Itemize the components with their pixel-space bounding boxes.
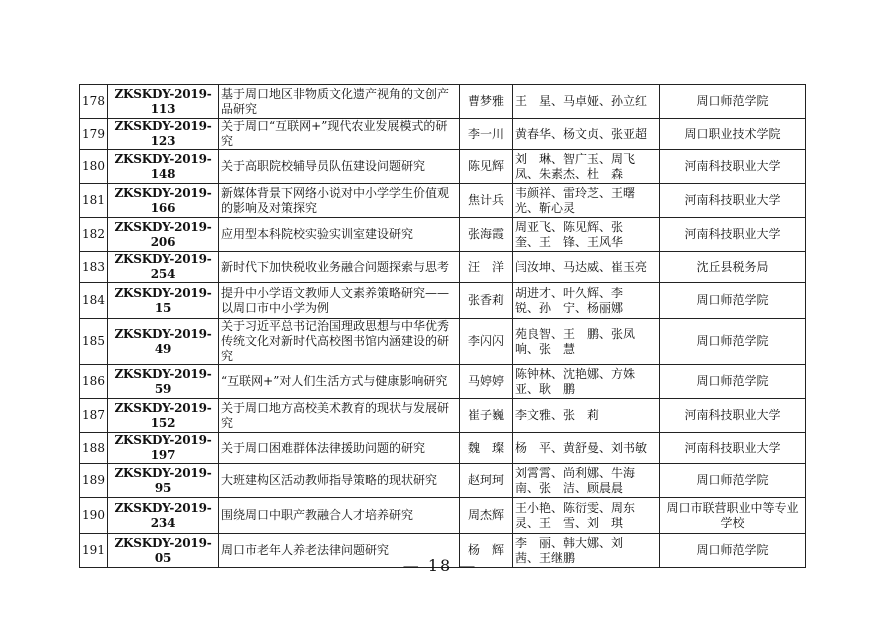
- project-code: ZKSKDY-2019-148: [108, 150, 219, 184]
- project-title: 新媒体背景下网络小说对中小学学生价值观的影响及对策探究: [219, 184, 460, 218]
- project-members: 李 丽、韩大娜、刘 茜、王继鹏: [513, 534, 660, 568]
- project-organization: 周口师范学院: [660, 283, 806, 319]
- project-leader: 崔子巍: [460, 399, 513, 433]
- project-code: ZKSKDY-2019-123: [108, 119, 219, 150]
- table-row: [80, 119, 806, 150]
- project-title: 关于周口困难群体法律援助问题的研究: [219, 433, 460, 464]
- table-row: [80, 365, 806, 399]
- project-code: ZKSKDY-2019-206: [108, 218, 219, 252]
- project-leader: 李闪闪: [460, 319, 513, 365]
- table-row: [80, 283, 806, 319]
- project-organization: 周口师范学院: [660, 534, 806, 568]
- project-code: ZKSKDY-2019-152: [108, 399, 219, 433]
- table-row: [80, 150, 806, 184]
- project-leader: 李一川: [460, 119, 513, 150]
- project-code: ZKSKDY-2019-113: [108, 85, 219, 119]
- project-members: 胡进才、叶久辉、李 锐、孙 宁、杨丽娜: [513, 283, 660, 319]
- project-members: 杨 平、黄舒曼、刘书敏: [513, 433, 660, 464]
- project-leader: 曹梦雅: [460, 85, 513, 119]
- row-number: 190: [80, 498, 108, 534]
- project-members: 王 星、马卓娅、孙立红: [513, 85, 660, 119]
- project-leader: 陈见辉: [460, 150, 513, 184]
- project-members: 韦颜祥、雷玲芝、王曙光、靳心灵: [513, 184, 660, 218]
- project-code: ZKSKDY-2019-197: [108, 433, 219, 464]
- row-number: 185: [80, 319, 108, 365]
- project-title: 大班建构区活动教师指导策略的现状研究: [219, 464, 460, 498]
- project-leader: 赵珂珂: [460, 464, 513, 498]
- table-row: [80, 218, 806, 252]
- project-organization: 河南科技职业大学: [660, 399, 806, 433]
- project-title: “互联网+”对人们生活方式与健康影响研究: [219, 365, 460, 399]
- row-number: 180: [80, 150, 108, 184]
- project-title: 关于习近平总书记治国理政思想与中华优秀传统文化对新时代高校图书馆内涵建设的研究: [219, 319, 460, 365]
- project-title: 围绕周口中职产教融合人才培养研究: [219, 498, 460, 534]
- project-code: ZKSKDY-2019-166: [108, 184, 219, 218]
- row-number: 184: [80, 283, 108, 319]
- row-number: 189: [80, 464, 108, 498]
- project-members: 陈钟林、沈艳娜、方姝亚、耿 鹏: [513, 365, 660, 399]
- table-row: [80, 184, 806, 218]
- project-title: 新时代下加快税收业务融合问题探索与思考: [219, 252, 460, 283]
- project-title: 应用型本科院校实验实训室建设研究: [219, 218, 460, 252]
- project-members: 李文雅、张 莉: [513, 399, 660, 433]
- project-leader: 魏 璨: [460, 433, 513, 464]
- project-leader: 杨 辉: [460, 534, 513, 568]
- table-row: [80, 433, 806, 464]
- row-number: 191: [80, 534, 108, 568]
- row-number: 187: [80, 399, 108, 433]
- project-organization: 河南科技职业大学: [660, 433, 806, 464]
- project-organization: 周口职业技术学院: [660, 119, 806, 150]
- project-code: ZKSKDY-2019-59: [108, 365, 219, 399]
- row-number: 186: [80, 365, 108, 399]
- project-members: 周亚飞、陈见辉、张 奎、王 锋、王风华: [513, 218, 660, 252]
- project-code: ZKSKDY-2019-254: [108, 252, 219, 283]
- project-code: ZKSKDY-2019-15: [108, 283, 219, 319]
- project-leader: 张海霞: [460, 218, 513, 252]
- project-code: ZKSKDY-2019-49: [108, 319, 219, 365]
- project-table: [79, 84, 806, 568]
- project-title: 关于周口“互联网+”现代农业发展模式的研究: [219, 119, 460, 150]
- project-members: 闫汝坤、马达威、崔玉亮: [513, 252, 660, 283]
- project-title: 提升中小学语文教师人文素养策略研究——以周口市中小学为例: [219, 283, 460, 319]
- project-title: 基于周口地区非物质文化遗产视角的文创产品研究: [219, 85, 460, 119]
- project-organization: 河南科技职业大学: [660, 150, 806, 184]
- project-leader: 马婷婷: [460, 365, 513, 399]
- project-organization: 河南科技职业大学: [660, 218, 806, 252]
- project-organization: 河南科技职业大学: [660, 184, 806, 218]
- project-members: 苑良智、王 鹏、张凤响、张 慧: [513, 319, 660, 365]
- project-leader: 焦计兵: [460, 184, 513, 218]
- project-leader: 周杰辉: [460, 498, 513, 534]
- page-number: — 18 —: [402, 556, 478, 575]
- table-row: [80, 319, 806, 365]
- row-number: 179: [80, 119, 108, 150]
- table-row: [80, 252, 806, 283]
- table-body: [80, 85, 806, 568]
- table-row: [80, 85, 806, 119]
- table-row: [80, 464, 806, 498]
- project-title: 关于周口地方高校美术教育的现状与发展研究: [219, 399, 460, 433]
- row-number: 178: [80, 85, 108, 119]
- project-organization: 周口师范学院: [660, 365, 806, 399]
- row-number: 183: [80, 252, 108, 283]
- project-title: 关于高职院校辅导员队伍建设问题研究: [219, 150, 460, 184]
- project-members: 王小艳、陈衍雯、周东灵、王 雪、刘 琪: [513, 498, 660, 534]
- project-title: 周口市老年人养老法律问题研究: [219, 534, 460, 568]
- table-row: [80, 498, 806, 534]
- project-members: 黄春华、杨文贞、张亚超: [513, 119, 660, 150]
- project-code: ZKSKDY-2019-234: [108, 498, 219, 534]
- project-leader: 张香莉: [460, 283, 513, 319]
- project-code: ZKSKDY-2019-95: [108, 464, 219, 498]
- project-organization: 周口师范学院: [660, 319, 806, 365]
- project-organization: 沈丘县税务局: [660, 252, 806, 283]
- row-number: 188: [80, 433, 108, 464]
- project-organization: 周口师范学院: [660, 85, 806, 119]
- project-members: 刘霄霄、尚利娜、牛海南、张 洁、顾晨晨: [513, 464, 660, 498]
- project-members: 刘 琳、智广玉、周飞凤、朱素杰、杜 森: [513, 150, 660, 184]
- table-row: [80, 399, 806, 433]
- project-leader: 汪 洋: [460, 252, 513, 283]
- row-number: 181: [80, 184, 108, 218]
- project-organization: 周口师范学院: [660, 464, 806, 498]
- row-number: 182: [80, 218, 108, 252]
- project-organization: 周口市联营职业中等专业学校: [660, 498, 806, 534]
- project-code: ZKSKDY-2019-05: [108, 534, 219, 568]
